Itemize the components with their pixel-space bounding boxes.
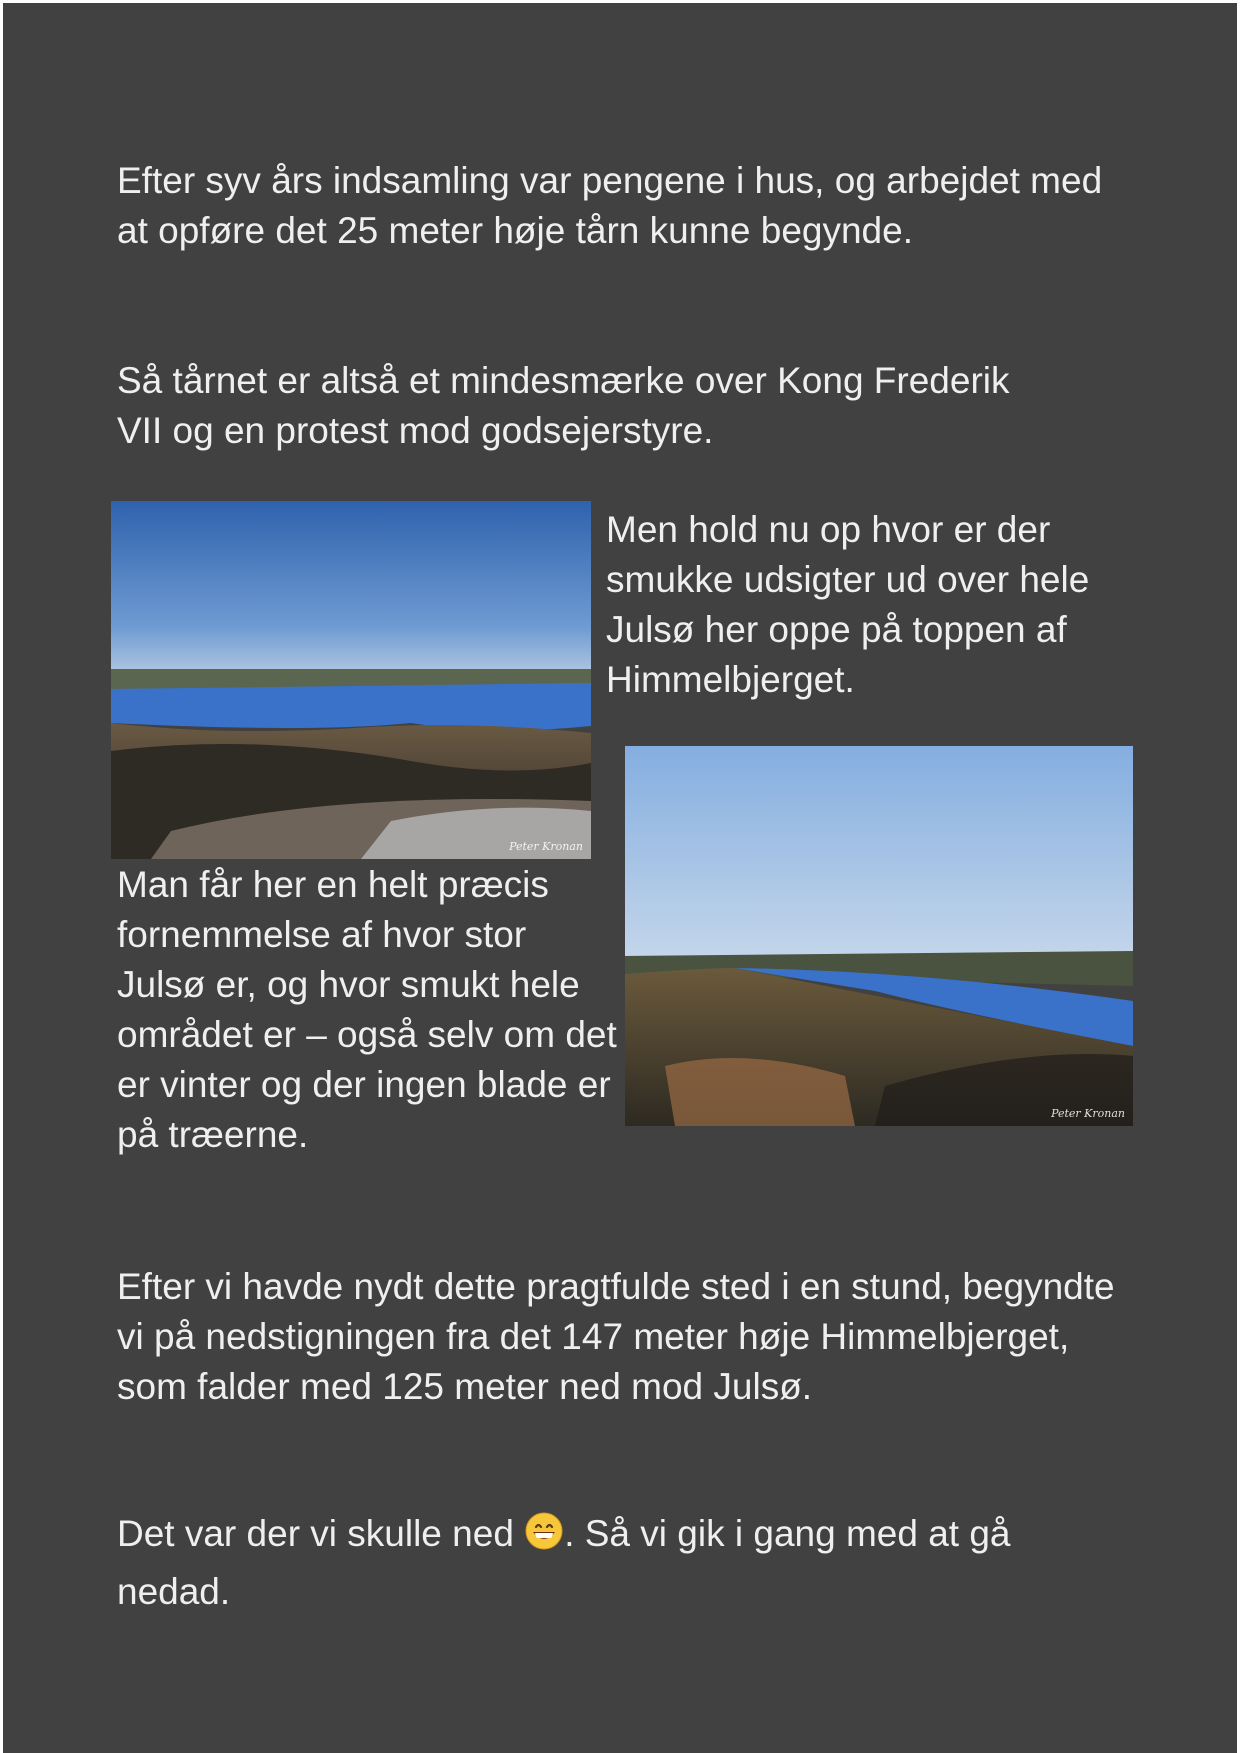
paragraph-memorial: Så tårnet er altså et mindesmærke over Kong Frederik VII og en protest mod godsejerstyre. bbox=[117, 360, 1010, 451]
lake-landscape-photo bbox=[625, 746, 1133, 1126]
lake-landscape-photo bbox=[111, 501, 591, 859]
closing-text-after-emoji: . Så vi gik i gang med at gå nedad. bbox=[117, 1513, 1011, 1612]
paragraph-closing bbox=[117, 1507, 1127, 1619]
article-page bbox=[3, 3, 1237, 1753]
lake-photo-1 bbox=[111, 501, 591, 859]
photo-watermark: Peter Kronan bbox=[509, 840, 583, 853]
photo-watermark: Peter Kronan bbox=[1051, 1107, 1125, 1120]
paragraph-descent: Efter vi havde nydt dette pragtfulde sted i en stund, begyndte vi på nedstigningen fra det 147 meter høje Himmelbjerget, som falder med 125 meter ned mod Julsø. bbox=[117, 1266, 1115, 1407]
paragraph-view-feeling: Man får her en helt præcis fornemmelse af hvor stor Julsø er, og hvor smukt hele området er – også selv om det er vinter og der ingen blade er på træerne. bbox=[117, 864, 617, 1155]
paragraph-fundraising: Efter syv års indsamling var pengene i hus, og arbejdet med at opføre det 25 meter høje tårn kunne begynde. bbox=[117, 160, 1103, 251]
paragraph-view-intro: Men hold nu op hvor er der smukke udsigter ud over hele Julsø her oppe på toppen af Himmelbjerget. bbox=[606, 509, 1090, 700]
closing-text-before-emoji: Det var der vi skulle ned bbox=[117, 1513, 514, 1554]
lake-photo-2 bbox=[625, 746, 1133, 1126]
grinning-face-emoji-icon bbox=[525, 1511, 563, 1565]
